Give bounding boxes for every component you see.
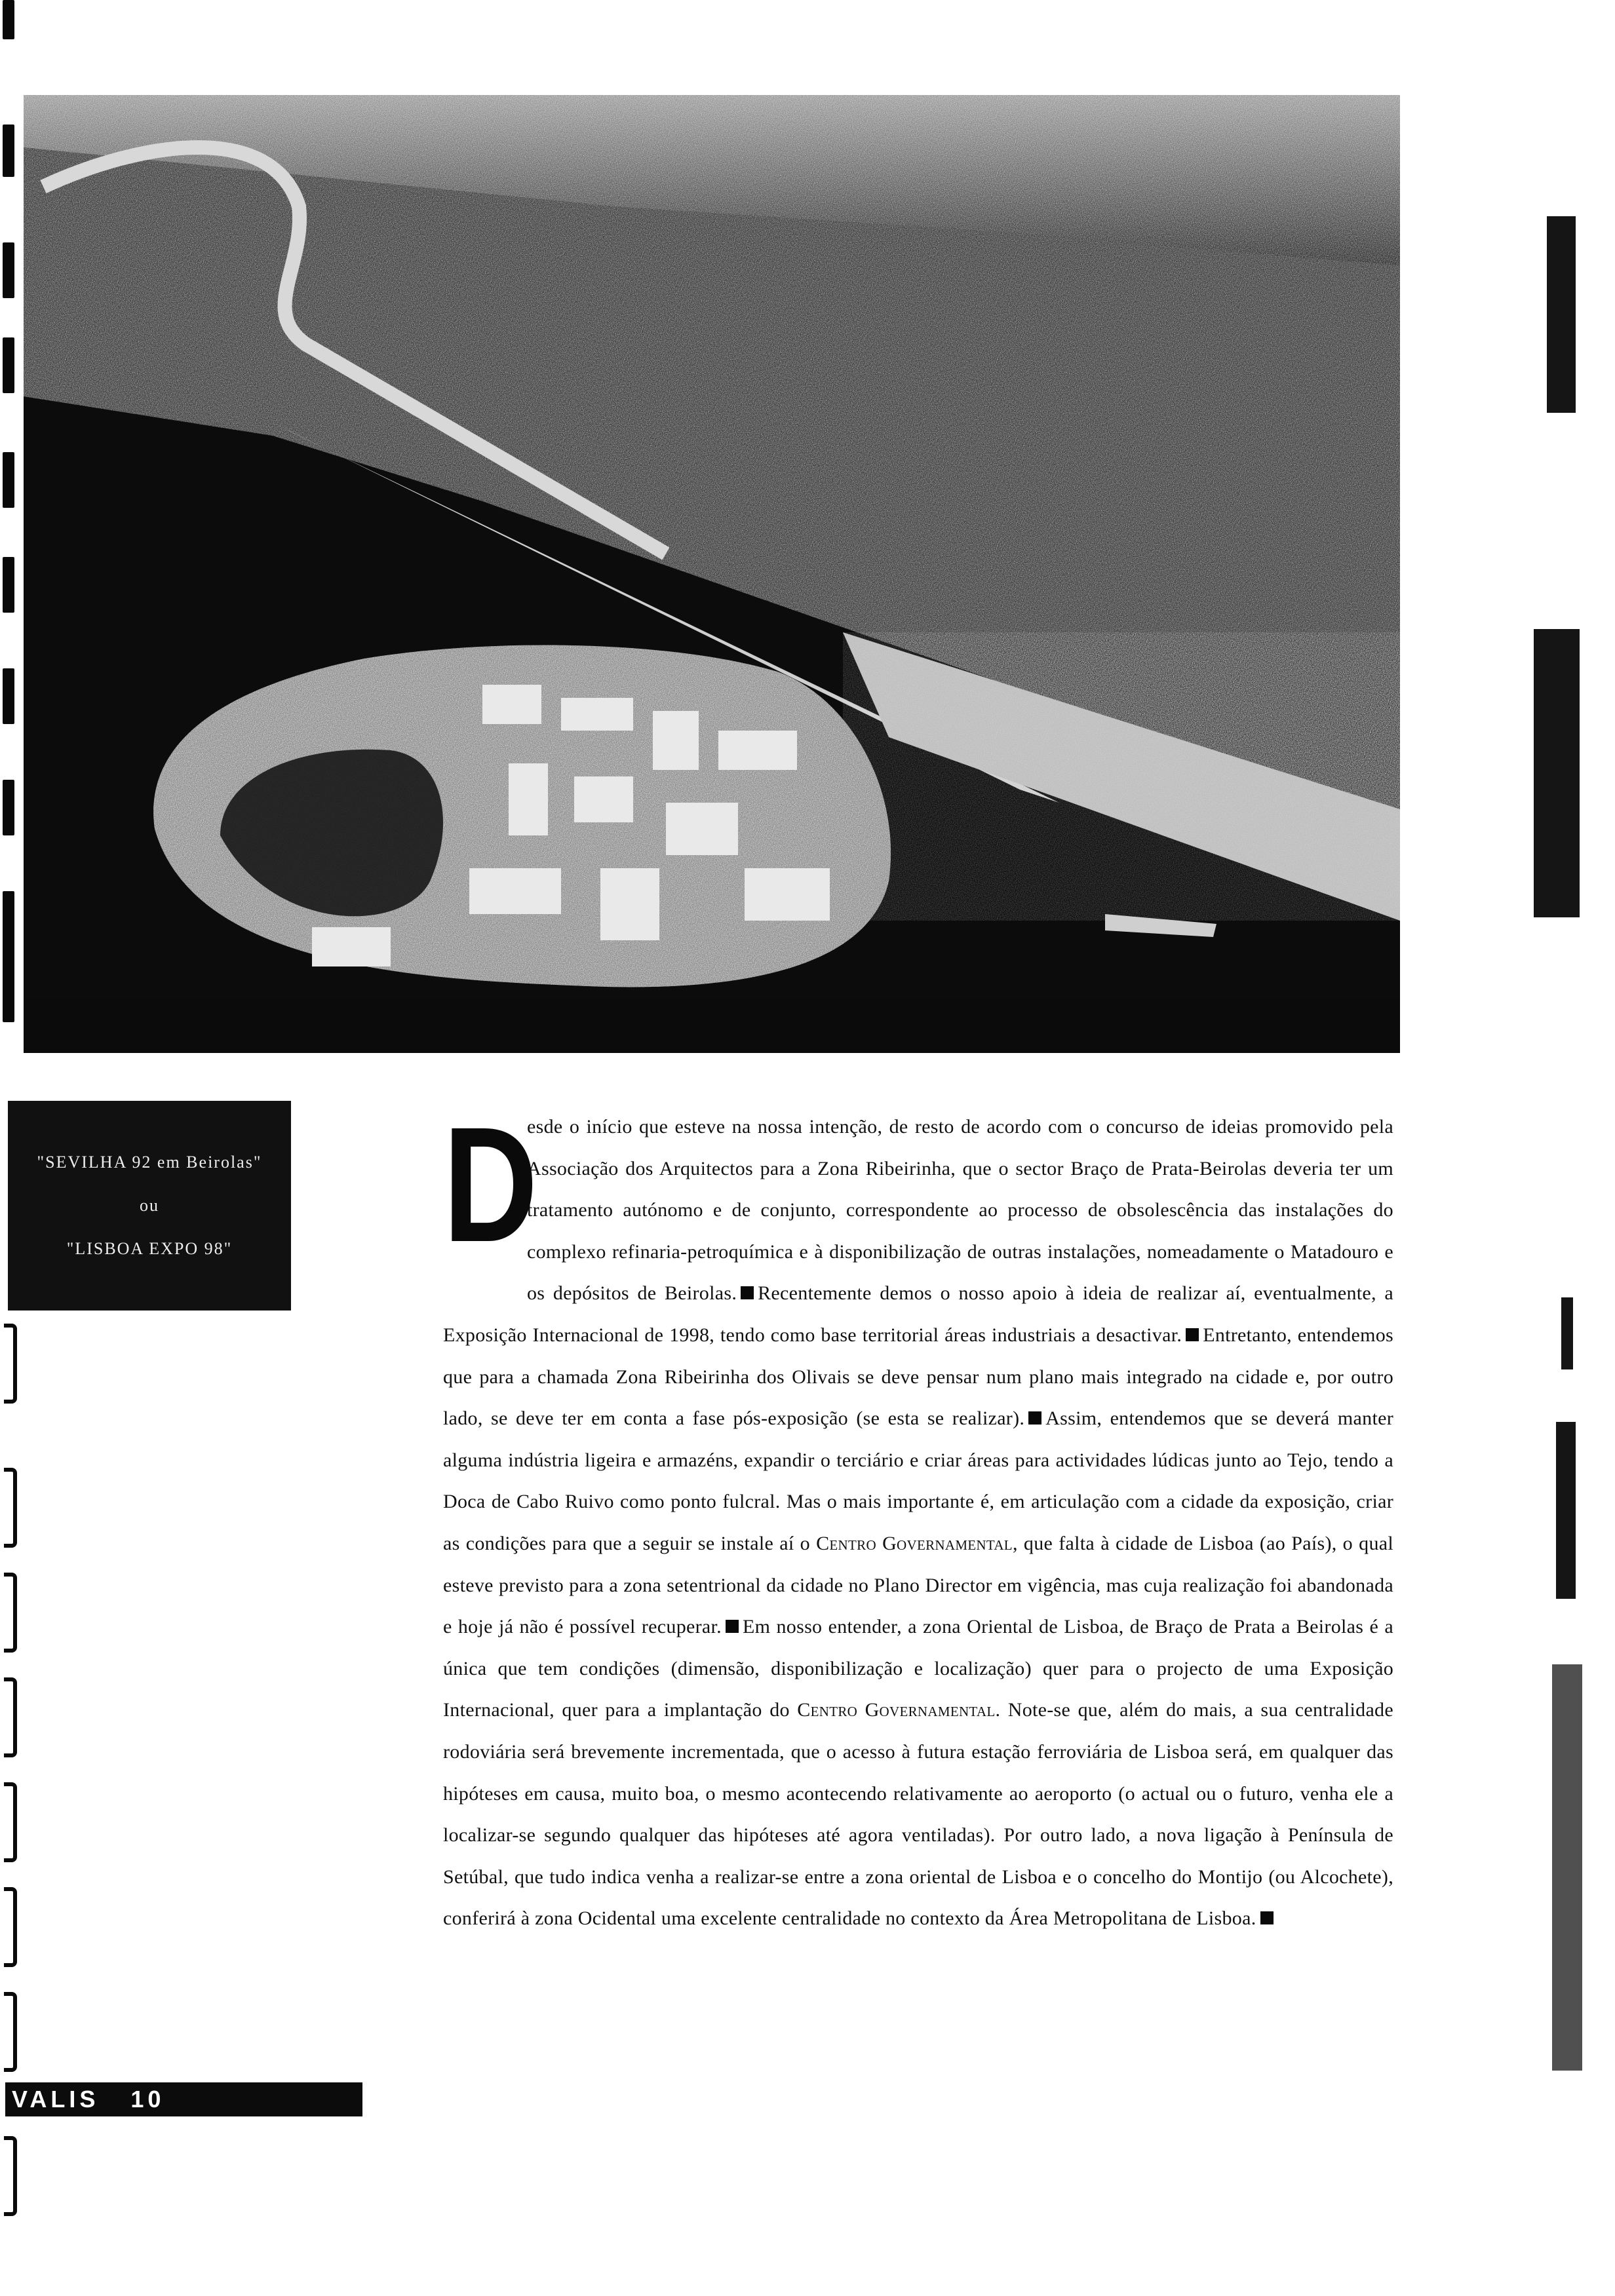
binding-mark xyxy=(3,124,14,177)
aerial-photo-illustration xyxy=(24,95,1400,1053)
binding-mark xyxy=(3,337,14,393)
binding-mark xyxy=(3,0,14,39)
text-run: , que falta à cidade de Lisboa (ao País), o qual esteve previsto para a zona setentrional da cidade no Plano Director em vigência, mas cuja realização foi abandonada e hoje já não é possível recuperar. xyxy=(443,1532,1393,1638)
page-number: 10 xyxy=(130,2086,165,2113)
article-body xyxy=(443,1093,1394,1940)
paragraph-marker-icon xyxy=(1186,1328,1199,1341)
article-paragraph xyxy=(443,1093,1394,1940)
magazine-name: VALIS xyxy=(12,2086,100,2113)
caption-line: "LISBOA EXPO 98" xyxy=(66,1239,233,1258)
scan-blot xyxy=(1552,1664,1582,2071)
binding-mark xyxy=(3,557,14,613)
binding-ring xyxy=(4,1468,17,1548)
binding-ring xyxy=(4,1782,17,1862)
scan-blot xyxy=(1556,1422,1576,1599)
binding-ring xyxy=(4,1992,17,2072)
binding-ring xyxy=(4,1324,17,1404)
binding-ring xyxy=(4,1573,17,1653)
page-footer xyxy=(5,2082,362,2116)
caption-line: ou xyxy=(140,1196,159,1215)
drop-cap: D xyxy=(443,1093,538,1276)
aerial-photo xyxy=(24,95,1400,1053)
scan-blot xyxy=(1534,629,1580,917)
scan-blot xyxy=(1561,1297,1573,1369)
caption-line: "SEVILHA 92 em Beirolas" xyxy=(37,1153,262,1172)
binding-mark xyxy=(3,668,14,724)
binding-ring xyxy=(4,2136,17,2216)
small-caps-term: Centro Governamental xyxy=(797,1699,996,1721)
binding-mark xyxy=(3,452,14,508)
text-run: Recentemente demos o nosso apoio à ideia de realizar aí, eventualmente, a Exposição Internacional de 1998, tendo como base territorial áreas industriais a desactivar. xyxy=(443,1282,1393,1346)
paragraph-marker-icon xyxy=(726,1620,739,1633)
paragraph-marker-icon xyxy=(741,1286,754,1299)
paragraph-marker-icon xyxy=(1028,1411,1041,1425)
text-run: . Note-se que, além do mais, a sua centralidade rodoviária será brevemente incrementada, que o acesso à futura estação ferroviária de Lisboa será, em qualquer das hipóteses em causa, muito boa, o mesmo acontecendo relativamente ao aeroporto (o actual ou o futuro, venha ele a localizar-se segundo qualquer das hipóteses até agora ventiladas). Por outro lado, a nova ligação à Península de Setúbal, que tudo indica venha a realizar-se entre a zona oriental de Lisboa e o concelho do Montijo (ou Alcochete), conferirá à zona Ocidental uma excelente centralidade no contexto da Área Metropolitana de Lisboa. xyxy=(443,1699,1393,1930)
scan-blot xyxy=(1547,216,1576,413)
binding-ring xyxy=(4,1887,17,1967)
scan-edge-artifacts xyxy=(1510,0,1615,2296)
text-run: Entretanto, entendemos que para a chamada Zona Ribeirinha dos Olivais se deve pensar num plano mais integrado na cidade e, por outro lado, se deve ter em conta a fase pós-exposição (se esta se realizar). xyxy=(443,1324,1394,1430)
small-caps-term: Centro Governamental xyxy=(816,1532,1013,1554)
caption-box xyxy=(8,1101,291,1311)
text-run: Assim, entendemos que se deverá manter alguma indústria ligeira e armazéns, expandir o terciário e criar áreas para actividades lúdicas junto ao Tejo, tendo a Doca de Cabo Ruivo como ponto fulcral. Mas o mais importante é, em articulação com a cidade da exposição, criar as condições para que a seguir se instale aí o xyxy=(443,1407,1393,1554)
binding-mark xyxy=(3,780,14,835)
text-run: esde o início que esteve na nossa intenção, de resto de acordo com o concurso de ideias promovido pela Associação dos Arquitectos para a Zona Ribeirinha, que o sector Braço de Prata-Beirolas deveria ter um tratamento autónomo e de conjunto, correspondente ao processo de obsolescência das instalações do complexo refinaria-petroquímica e à disponibilização de outras instalações, nomeadamente o Matadouro e os depósitos de Beirolas. xyxy=(527,1116,1393,1305)
end-marker-icon xyxy=(1260,1911,1274,1924)
binding-ring xyxy=(4,1677,17,1757)
binding-mark xyxy=(3,242,14,298)
binding-mark xyxy=(3,891,14,1022)
text-run: Em nosso entender, a zona Oriental de Lisboa, de Braço de Prata a Beirolas é a única que tem condições (dimensão, disponibilização e localização) quer para o projecto de uma Exposição Internacional, quer para a implantação do xyxy=(443,1616,1393,1721)
